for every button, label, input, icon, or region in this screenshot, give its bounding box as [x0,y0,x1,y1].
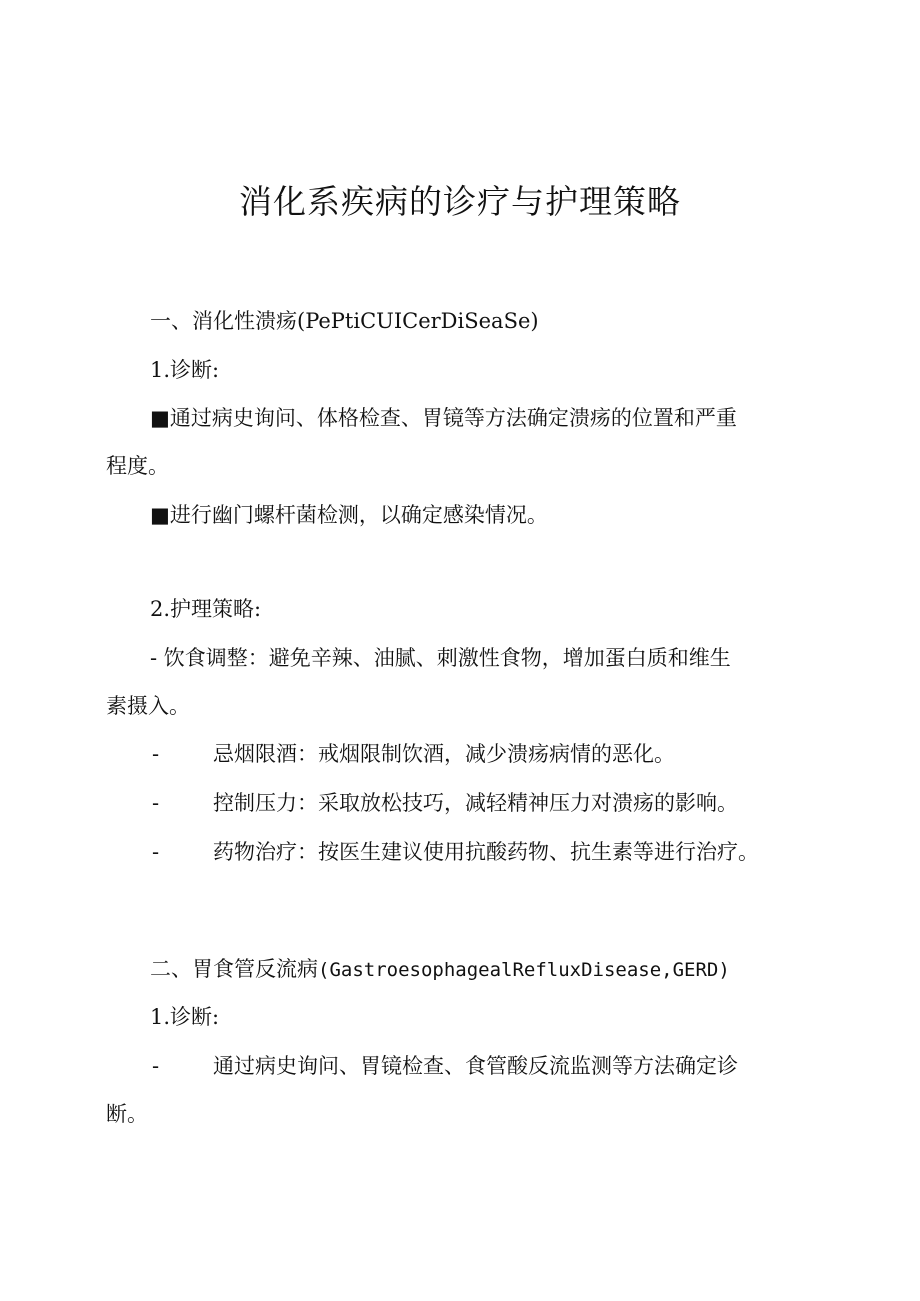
section1-care-heading: 2.护理策略: [150,597,262,621]
section1-care-item3: 控制压力：采取放松技巧，减轻精神压力对溃疡的影响。 [213,791,738,815]
section2-heading-latin: (GastroesophagealRefluxDisease,GERD) [318,959,730,981]
page-title: 消化系疾病的诊疗与护理策略 [239,182,681,221]
section1-care-item2: 忌烟限酒：戒烟限制饮酒，减少溃疡病情的恶化。 [213,742,675,766]
section1-diagnosis-item1-line2: 程度。 [106,454,169,478]
section1-diagnosis-item1-line1: ■通过病史询问、体格检查、胃镜等方法确定溃疡的位置和严重 [150,406,737,430]
section1-care-item3-dash: - [152,791,160,815]
section2-diagnosis-item1-line2: 断。 [106,1102,148,1126]
section1-care-item2-dash: - [152,742,160,766]
section2-diagnosis-item1-dash: - [152,1054,160,1078]
section1-heading: 一、消化性溃疡(PePtiCUICerDiSeaSe) [150,309,539,333]
section1-care-item1-line1: - 饮食调整：避免辛辣、油腻、刺激性食物，增加蛋白质和维生 [150,646,731,670]
section1-care-item1-line2: 素摄入。 [106,694,190,718]
section2-heading-prefix: 二、胃食管反流病 [150,957,318,981]
section2-heading [150,954,730,985]
section1-diagnosis-heading: 1.诊断: [150,358,220,382]
section1-care-item4-dash: - [152,840,160,864]
section1-diagnosis-item2: ■进行幽门螺杆菌检测，以确定感染情况。 [150,503,548,527]
section2-diagnosis-heading: 1.诊断: [150,1005,220,1029]
section1-care-item4: 药物治疗：按医生建议使用抗酸药物、抗生素等进行治疗。 [213,840,759,864]
section2-diagnosis-item1-line1: 通过病史询问、胃镜检查、食管酸反流监测等方法确定诊 [213,1054,738,1078]
